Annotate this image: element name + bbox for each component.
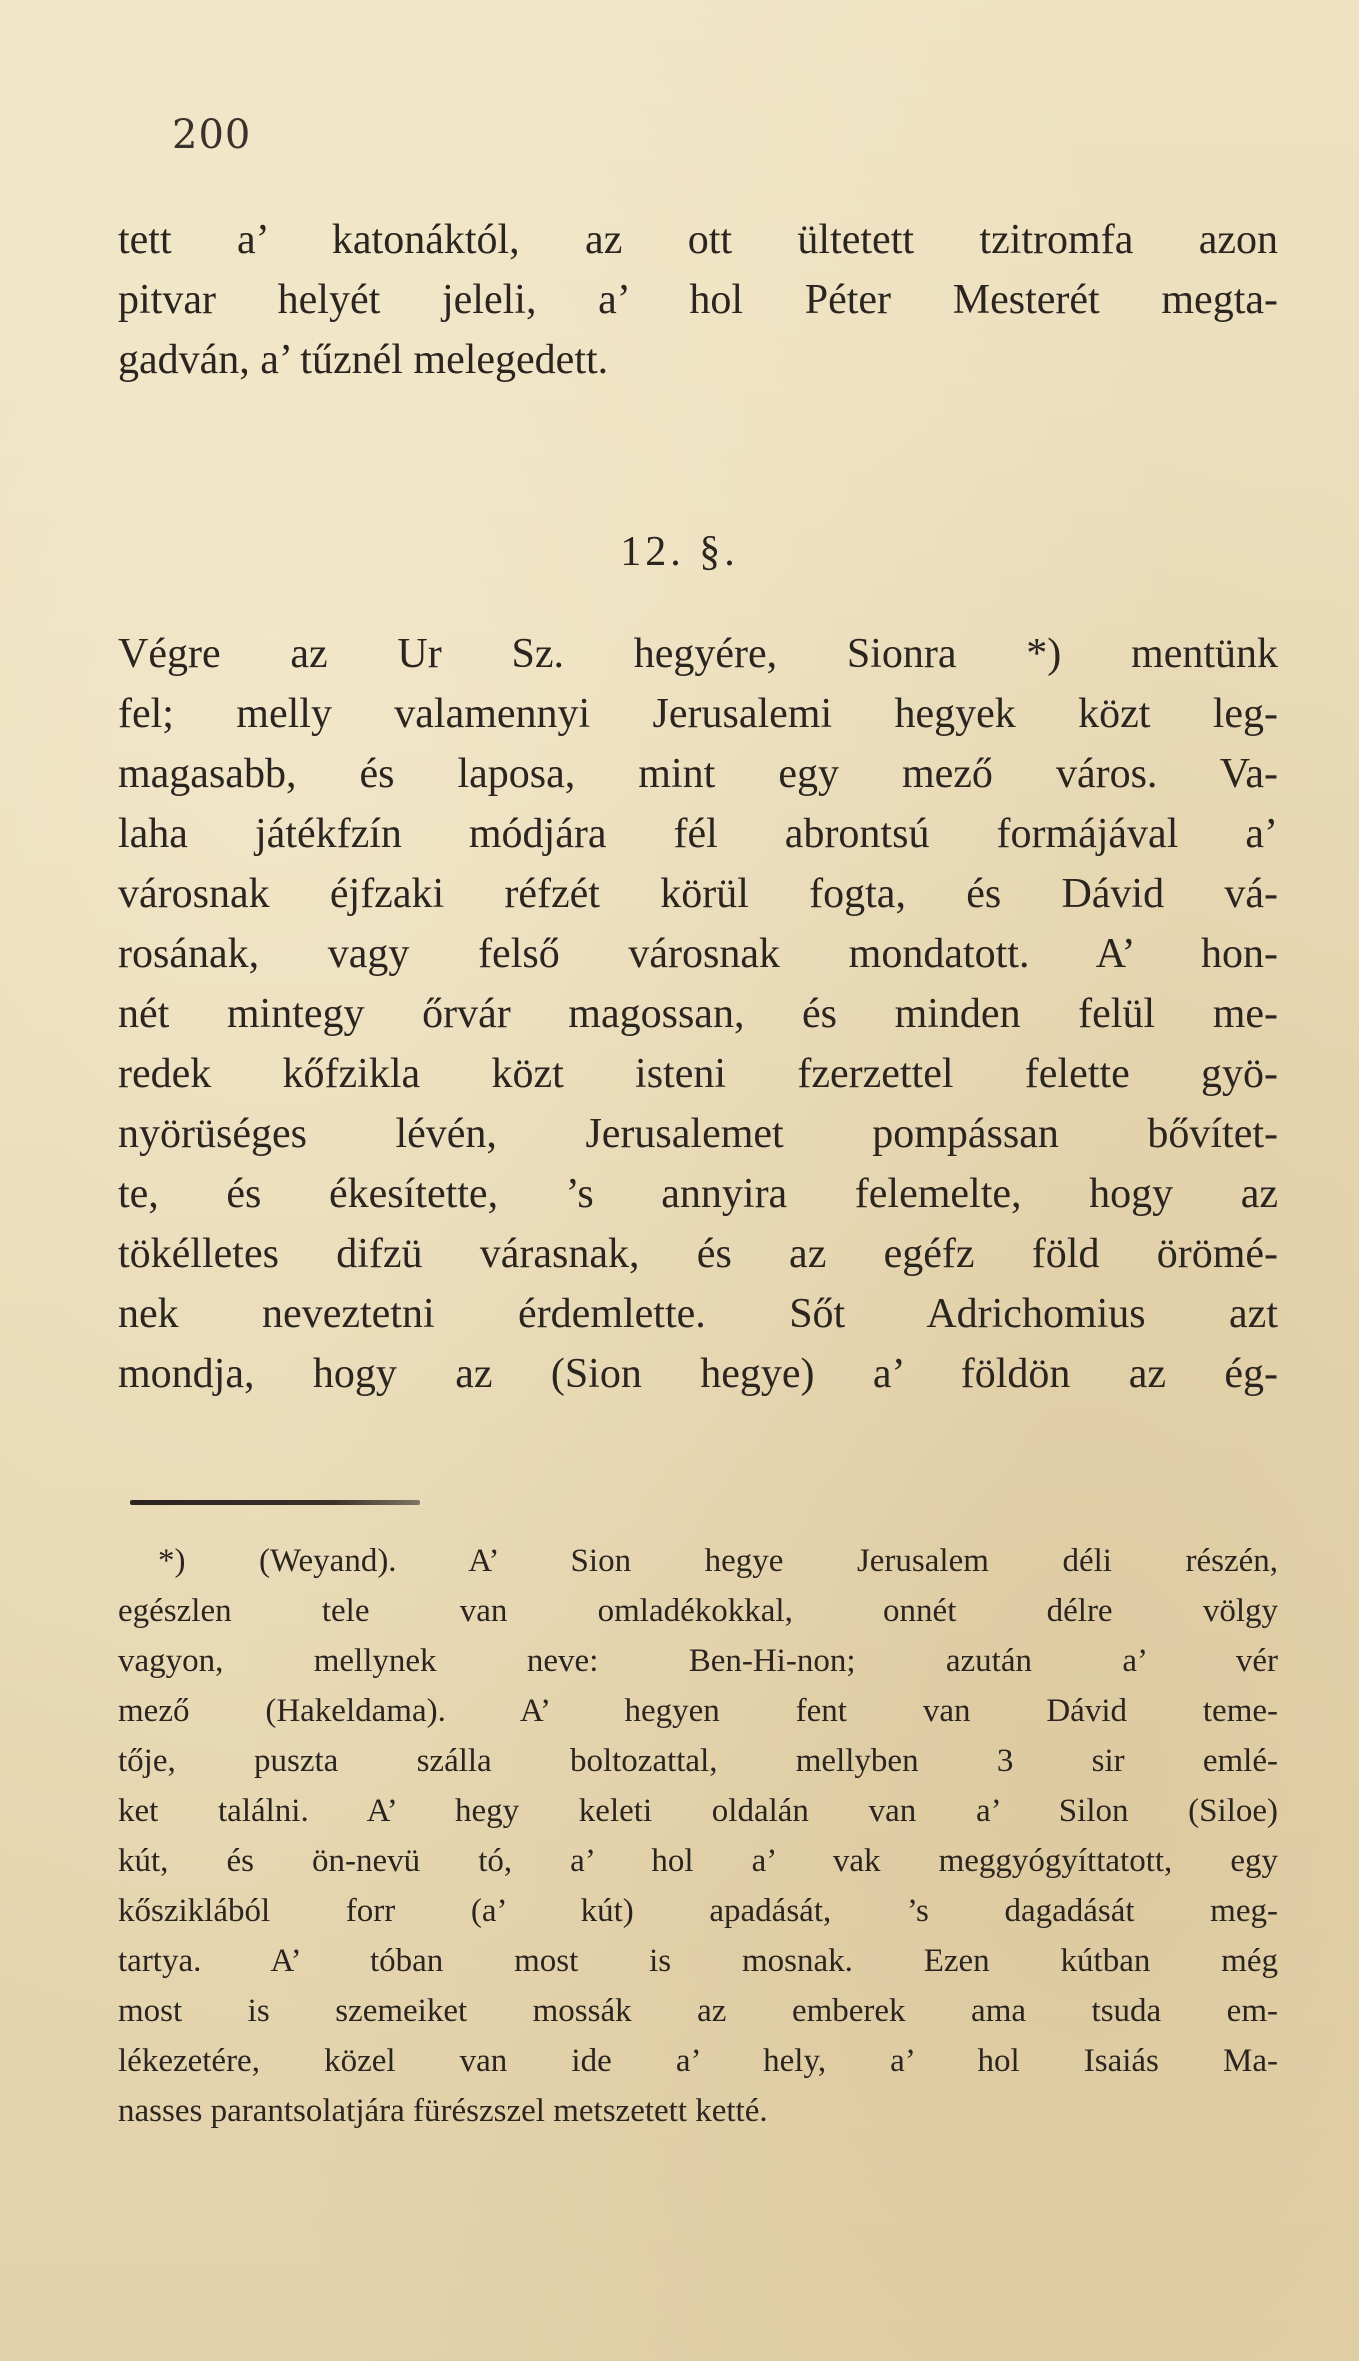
footnote-line: nasses parantsolatjára fürészszel metszetett ketté. [118, 2093, 768, 2129]
footnote-line: tője, puszta szálla boltozattal, mellyben 3 sir emlé- [118, 1743, 1278, 1779]
footnote-line: kút, és ön-nevü tó, a’ hol a’ vak meggyógyíttatott, egy [118, 1843, 1278, 1879]
footnote-line: mező (Hakeldama). A’ hegyen fent van Dávid teme- [118, 1693, 1278, 1729]
page-number: 200 [172, 112, 252, 158]
text-line: nek neveztetni érdemlette. Sőt Adrichomius azt [118, 1291, 1278, 1337]
continued-paragraph [118, 210, 1278, 390]
text-line: nyörüséges lévén, Jerusalemet pompássan bővítet- [118, 1111, 1278, 1157]
text-line: Végre az Ur Sz. hegyére, Sionra *) mentünk [118, 631, 1278, 677]
text-line: tett a’ katonáktól, az ott ültetett tzitromfa azon [118, 217, 1278, 263]
footnote [118, 1536, 1278, 2136]
text-line: magasabb, és laposa, mint egy mező város. Va- [118, 751, 1278, 797]
text-line: rosának, vagy felső városnak mondatott. A’ hon- [118, 931, 1278, 977]
footnote-line: tartya. A’ tóban most is mosnak. Ezen kútban még [118, 1943, 1278, 1979]
text-line: fel; melly valamennyi Jerusalemi hegyek közt leg- [118, 691, 1278, 737]
text-line: mondja, hogy az (Sion hegye) a’ földön az ég- [118, 1351, 1278, 1397]
section-heading: 12. §. [620, 529, 739, 575]
footnote-line: most is szemeiket mossák az emberek ama tsuda em- [118, 1993, 1278, 2029]
text-line: gadván, a’ tűznél melegedett. [118, 337, 609, 383]
footnote-line: vagyon, mellynek neve: Ben-Hi-non; azután a’ vér [118, 1643, 1278, 1679]
footnote-line: *) (Weyand). A’ Sion hegye Jerusalem déli részén, [158, 1543, 1278, 1579]
footnote-divider [130, 1500, 420, 1505]
text-line: pitvar helyét jeleli, a’ hol Péter Mesterét megta- [118, 277, 1278, 323]
footnote-line: ket találni. A’ hegy keleti oldalán van a’ Silon (Siloe) [118, 1793, 1278, 1829]
text-line: tökélletes difzü várasnak, és az egéfz föld örömé- [118, 1231, 1278, 1277]
section-paragraph [118, 624, 1278, 1404]
text-line: városnak éjfzaki réfzét körül fogta, és Dávid vá- [118, 871, 1278, 917]
footnote-line: egészlen tele van omladékokkal, onnét délre völgy [118, 1593, 1278, 1629]
text-line: nét mintegy őrvár magossan, és minden felül me- [118, 991, 1278, 1037]
text-line: te, és ékesítette, ’s annyira felemelte, hogy az [118, 1171, 1278, 1217]
footnote-line: kősziklából forr (a’ kút) apadását, ’s dagadását meg- [118, 1893, 1278, 1929]
footnote-line: lékezetére, közel van ide a’ hely, a’ hol Isaiás Ma- [118, 2043, 1278, 2079]
text-line: laha játékfzín módjára fél abrontsú formájával a’ [118, 811, 1278, 857]
text-line: redek kőfzikla közt isteni fzerzettel felette gyö- [118, 1051, 1278, 1097]
